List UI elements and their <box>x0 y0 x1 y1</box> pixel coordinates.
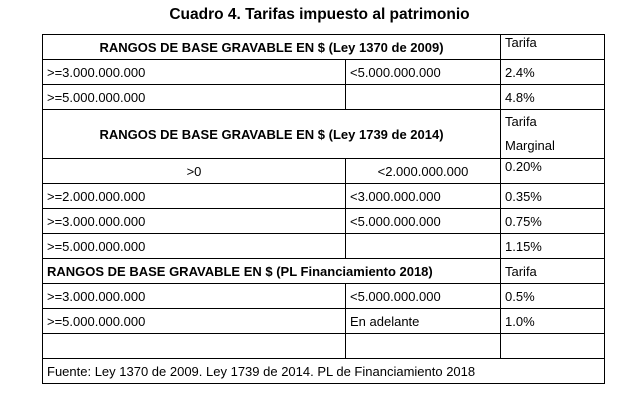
rate-value: 0.5% <box>501 284 605 309</box>
table-row <box>43 234 605 259</box>
section3-header: RANGOS DE BASE GRAVABLE EN $ (PL Financiamiento 2018) <box>43 259 501 284</box>
empty-cell <box>346 334 501 359</box>
section2-rate-header <box>501 110 605 159</box>
range-from: >=2.000.000.000 <box>43 184 346 209</box>
table-row <box>43 60 605 85</box>
section1-rate-header: Tarifa <box>501 35 605 60</box>
range-to: <5.000.000.000 <box>346 209 501 234</box>
range-from: >0 <box>43 159 346 184</box>
rate-value: 1.15% <box>501 234 605 259</box>
range-to: <5.000.000.000 <box>346 284 501 309</box>
table-row <box>43 159 605 184</box>
table-row <box>43 284 605 309</box>
rate-value: 0.35% <box>501 184 605 209</box>
source-note: Fuente: Ley 1370 de 2009. Ley 1739 de 2014. PL de Financiamiento 2018 <box>43 359 605 384</box>
section2-rate-header-line2: Marginal <box>505 138 555 153</box>
range-to: <2.000.000.000 <box>346 159 501 184</box>
range-to: <3.000.000.000 <box>346 184 501 209</box>
section1-header: RANGOS DE BASE GRAVABLE EN $ (Ley 1370 de 2009) <box>43 35 501 60</box>
rate-value: 0.75% <box>501 209 605 234</box>
empty-cell <box>43 334 346 359</box>
table-row <box>43 209 605 234</box>
section3-header-row <box>43 259 605 284</box>
section2-header-row <box>43 110 605 159</box>
rate-value: 1.0% <box>501 309 605 334</box>
range-to: <5.000.000.000 <box>346 60 501 85</box>
rate-value: 0.20% <box>501 159 605 184</box>
table-row <box>43 184 605 209</box>
source-row <box>43 359 605 384</box>
range-to <box>346 234 501 259</box>
section2-header: RANGOS DE BASE GRAVABLE EN $ (Ley 1739 de 2014) <box>43 110 501 159</box>
table-row <box>43 309 605 334</box>
section3-rate-header: Tarifa <box>501 259 605 284</box>
range-from: >=5.000.000.000 <box>43 309 346 334</box>
section1-header-row <box>43 35 605 60</box>
range-from: >=5.000.000.000 <box>43 234 346 259</box>
rate-value: 2.4% <box>501 60 605 85</box>
range-to <box>346 85 501 110</box>
table-row <box>43 85 605 110</box>
empty-row <box>43 334 605 359</box>
rate-value: 4.8% <box>501 85 605 110</box>
section2-rate-header-line1: Tarifa <box>505 114 537 129</box>
range-from: >=3.000.000.000 <box>43 284 346 309</box>
empty-cell <box>501 334 605 359</box>
tax-rates-table <box>42 34 605 384</box>
table-title: Cuadro 4. Tarifas impuesto al patrimonio <box>169 6 470 23</box>
range-from: >=5.000.000.000 <box>43 85 346 110</box>
range-to: En adelante <box>346 309 501 334</box>
range-from: >=3.000.000.000 <box>43 60 346 85</box>
range-from: >=3.000.000.000 <box>43 209 346 234</box>
